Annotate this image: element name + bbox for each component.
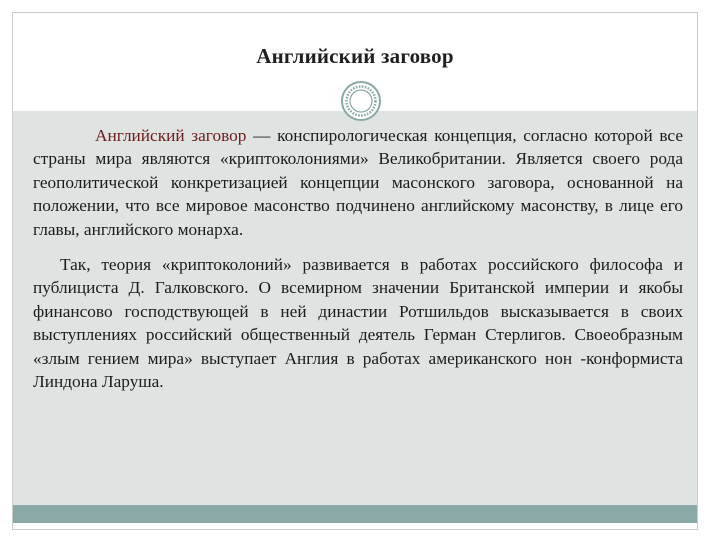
slide-body — [33, 124, 683, 393]
paragraph-examples: Так, теория «криптоколоний» развивается в работах российского философа и публициста Д. Галковского. О всемирном значении Британской империи и якобы финансово господствующей в ней династии Ротшильдов высказывается в своих выступлениях российский общественный деятель Герман Стерлигов. Своеобразным «злым гением мира» выступает Англия в работах американского нон -конформиста Линдона Ларуша. — [33, 255, 683, 392]
paragraph-definition — [33, 124, 683, 241]
footer-bar — [13, 505, 697, 523]
slide-title: Английский заговор — [256, 44, 454, 68]
definition-text: — конспирологическая концепция, согласно которой все страны мира являются «криптоколониями» Великобритании. Является своего рода геополитической конкретизацией концепции масонского заговора, основанной на положении, что все мировое масонство подчинено английскому масонству, в лице его главы, английского монарха. — [33, 126, 683, 239]
highlighted-term: Английский заговор — [95, 126, 247, 145]
circle-emblem-icon — [340, 80, 382, 122]
